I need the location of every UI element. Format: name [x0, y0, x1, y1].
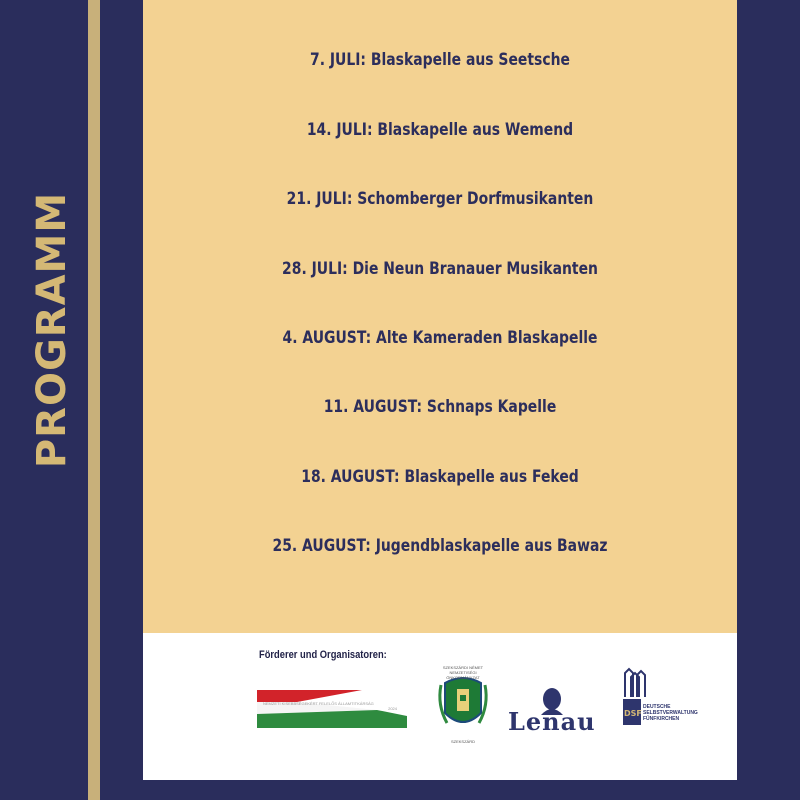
programme-act: Blaskapelle aus Feked — [404, 467, 579, 487]
programme-date: 14. JULI — [306, 120, 367, 140]
programme-act: Blaskapelle aus Seetsche — [370, 50, 570, 70]
programme-date: 21. JULI — [286, 189, 347, 209]
programme-item: 14. JULI: Blaskapelle aus Wemend — [306, 120, 574, 140]
side-title: PROGRAMM — [29, 191, 75, 469]
lenau-wordmark: Lenau — [508, 707, 596, 736]
programme-item: 18. AUGUST: Blaskapelle aus Feked — [301, 467, 579, 487]
programme-date: 7. JULI — [310, 50, 361, 70]
programme-act: Schomberger Dorfmusikanten — [357, 189, 594, 209]
sponsors-footer — [143, 633, 737, 780]
crest-top-text: SZEKSZÁRDI NÉMET NEMZETISÉGI ÖNKORMÁNYZAT — [442, 665, 484, 680]
programme-act: Jugendblaskapelle aus Bawaz — [375, 536, 608, 556]
programme-item: 25. AUGUST: Jugendblaskapelle aus Bawaz — [272, 536, 608, 556]
programme-act: Schnaps Kapelle — [426, 397, 557, 417]
gold-stripe — [88, 0, 100, 800]
programme-date: 28. JULI — [282, 259, 343, 279]
programme-date: 11. AUGUST — [323, 397, 417, 417]
lenau-logo — [508, 685, 598, 741]
dsf-mark-icon — [619, 667, 698, 737]
programme-item: 21. JULI: Schomberger Dorfmusikanten — [286, 189, 594, 209]
programme-act: Die Neun Branauer Musikanten — [352, 259, 598, 279]
flag-ribbon-icon — [257, 688, 407, 730]
dsf-label: DEUTSCHE SELBSTVERWALTUNG FÜNFKIRCHEN — [643, 704, 698, 722]
flag-caption: NEMZETI KISEBBSÉGEKÉRT FELELŐS ÁLLAMTITKÁRSÁG — [263, 701, 374, 706]
side-title-area — [0, 0, 88, 800]
programme-item: 11. AUGUST: Schnaps Kapelle — [323, 397, 557, 417]
programme-date: 4. AUGUST — [282, 328, 366, 348]
dsf-logo — [619, 667, 698, 737]
hungarian-government-logo — [257, 688, 407, 730]
sponsors-label: Förderer und Organisatoren: — [259, 649, 387, 661]
programme-item: 28. JULI: Die Neun Branauer Musikanten — [282, 259, 598, 279]
programme-date: 25. AUGUST — [272, 536, 366, 556]
programme-act: Alte Kameraden Blaskapelle — [376, 328, 598, 348]
flag-year: 2024 — [388, 706, 397, 711]
programme-item: 4. AUGUST: Alte Kameraden Blaskapelle — [282, 328, 598, 348]
crest-bottom-text: SZEKSZÁRD — [450, 739, 475, 744]
programme-item: 7. JULI: Blaskapelle aus Seetsche — [310, 50, 570, 70]
programme-date: 18. AUGUST — [301, 467, 395, 487]
dsf-mark-text: DSF — [624, 709, 642, 718]
programme-panel — [143, 0, 737, 633]
municipality-crest-logo — [433, 665, 493, 745]
programme-act: Blaskapelle aus Wemend — [377, 120, 574, 140]
